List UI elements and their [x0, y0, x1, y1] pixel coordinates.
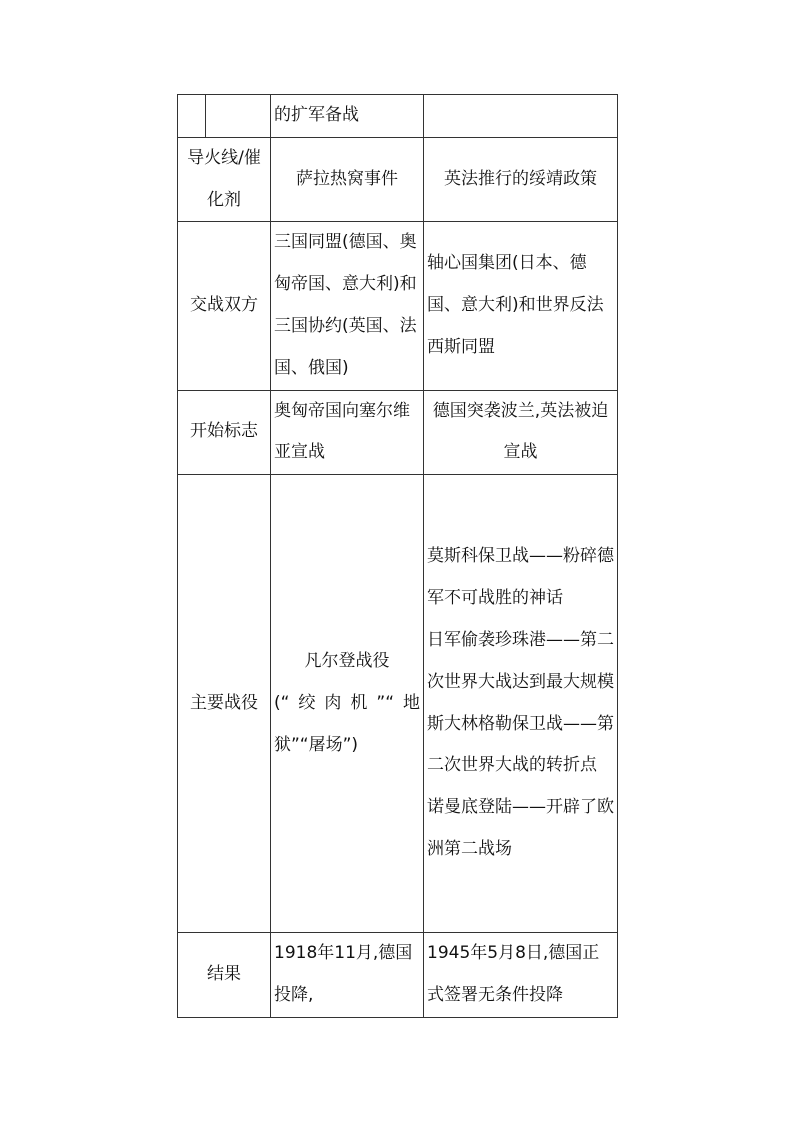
table-cell: 三国同盟(德国、奥匈帝国、意大利)和三国协约(英国、法国、俄国) — [271, 222, 424, 390]
row-label: 导火线/催化剂 — [178, 137, 271, 222]
table-cell: 1945年5月8日,德国正式签署无条件投降 — [424, 933, 618, 1018]
table-row — [178, 933, 618, 1018]
list-item: 斯大林格勒保卫战——第二次世界大战的转折点 — [427, 713, 614, 776]
table-cell: 轴心国集团(日本、德国、意大利)和世界反法西斯同盟 — [424, 222, 618, 390]
battle-nickname: (“绞肉机”“地狱”“屠场”) — [274, 692, 420, 755]
battle-name: 凡尔登战役 — [304, 650, 390, 671]
list-item: 莫斯科保卫战——粉碎德军不可战胜的神话 — [427, 546, 614, 609]
table-cell: 的扩军备战 — [271, 95, 424, 138]
table-cell — [424, 475, 618, 933]
table-cell: 1918年11月,德国投降, — [271, 933, 424, 1018]
table-cell: 英法推行的绥靖政策 — [424, 137, 618, 222]
list-item: 日军偷袭珍珠港——第二次世界大战达到最大规模 — [427, 630, 614, 692]
table-cell — [271, 475, 424, 933]
row-label: 主要战役 — [178, 475, 271, 933]
row-label: 结果 — [178, 933, 271, 1018]
table-cell: 德国突袭波兰,英法被迫宣战 — [424, 390, 618, 475]
blank-cell — [178, 95, 206, 138]
table-row — [178, 137, 618, 222]
row-label: 交战双方 — [178, 222, 271, 390]
table-row — [178, 95, 618, 138]
table-cell: 萨拉热窝事件 — [271, 137, 424, 222]
table-row — [178, 222, 618, 390]
row-label: 开始标志 — [178, 390, 271, 475]
blank-cell — [206, 95, 271, 138]
list-item: 诺曼底登陆——开辟了欧洲第二战场 — [427, 797, 614, 860]
table-cell — [424, 95, 618, 138]
table-row — [178, 390, 618, 475]
table-cell: 奥匈帝国向塞尔维亚宣战 — [271, 390, 424, 475]
war-comparison-table — [177, 94, 618, 1018]
table-row — [178, 475, 618, 933]
